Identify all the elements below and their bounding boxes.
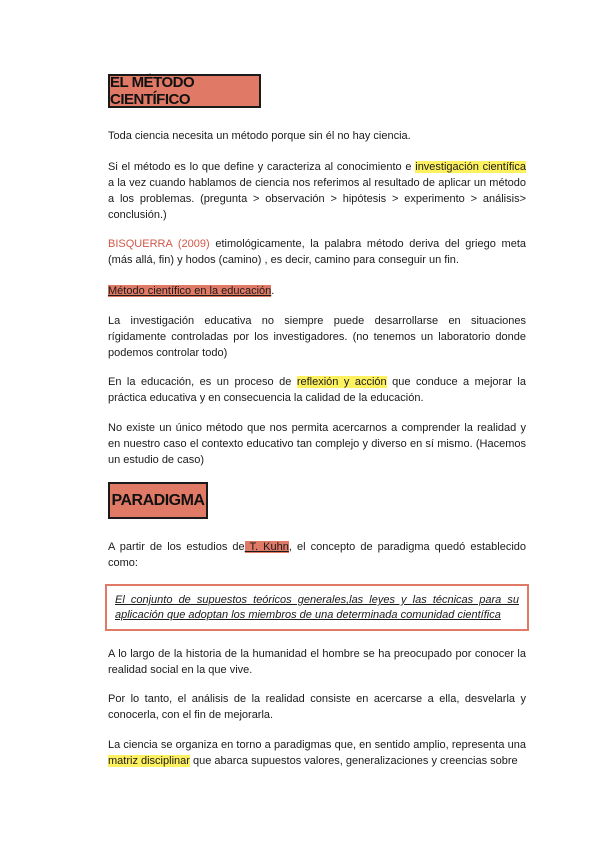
paragraph-analisis-realidad: Por lo tanto, el análisis de la realidad consiste en acercarse a ella, desvelarla y conocerla, con el fin de mejorarla. [108,693,526,721]
paragraph-definicion [108,159,526,223]
paragraph-investigacion-educativa: La investigación educativa no siempre puede desarrollarse en situaciones rígidamente controladas por los investigadores. (no tenemos un laboratorio donde podemos controlar todo) [108,315,526,359]
paragraph-intro: Toda ciencia necesita un método porque sin él no hay ciencia. [108,130,411,142]
highlight-matriz: matriz disciplinar [108,755,190,767]
reference-bisquerra: BISQUERRA (2009) [108,238,210,250]
paragraph-kuhn [108,539,526,571]
section-heading-metodo [108,74,261,108]
highlight-kuhn: T. Kuhn [244,541,289,553]
section-heading-metodo-text: EL MÉTODO CIENTÍFICO [110,74,195,108]
paragraph-bisquerra-text: etimológicamente, la palabra método deriva del griego meta (más allá, fin) y hodos (camino) , es decir, camino para conseguir un fin. [108,238,526,266]
quote-definicion-paradigma: El conjunto de supuestos teóricos generales,las leyes y las técnicas para su aplicación que adoptan los miembros de una determinada comunidad científica [105,584,529,631]
paragraph-reflexion-end: que conduce a mejorar la práctica educativa y en consecuencia la calidad de la educación. [108,376,526,404]
subheading-metodo-educacion [108,283,526,299]
paragraph-matriz-end: que abarca supuestos valores, generalizaciones y creencias sobre [189,755,518,767]
paragraph-metodo-unico: No existe un único método que nos permita acercarnos a comprender la realidad y en nuestro caso el contexto educativo tan complejo y diverso en sí mismo. (Hacemos un estudio de caso) [108,422,526,466]
paragraph-matriz [108,737,526,769]
paragraph-historia: A lo largo de la historia de la humanidad el hombre se ha preocupado por conocer la realidad social en la que vive. [108,648,526,676]
highlight-investigacion: investigación científica [415,161,526,173]
section-heading-paradigma-text: PARADIGMA [111,491,205,509]
paragraph-kuhn-start: A partir de los estudios de [108,541,245,553]
subheading-metodo-educacion-text: Método científico en la educación [108,285,272,297]
paragraph-kuhn-end: , el concepto de paradigma quedó establecido como: [108,541,526,569]
paragraph-bisquerra [108,236,526,268]
highlight-reflexion: reflexión y acción [296,376,387,388]
subheading-tail: . [271,285,275,297]
paragraph-matriz-start: La ciencia se organiza en torno a paradigmas que, en sentido amplio, representa una [108,739,526,751]
paragraph-definicion-start: Si el método es lo que define y caracteriza al conocimiento e [108,161,416,173]
section-heading-paradigma [108,482,208,519]
paragraph-reflexion [108,374,526,406]
paragraph-reflexion-start: En la educación, es un proceso de [108,376,297,388]
paragraph-definicion-end: a la vez cuando hablamos de ciencia nos referimos al resultado de aplicar un método a los problemas. (pregunta > observación > hipótesis > experimento > análisis> conclusión.) [108,177,526,221]
